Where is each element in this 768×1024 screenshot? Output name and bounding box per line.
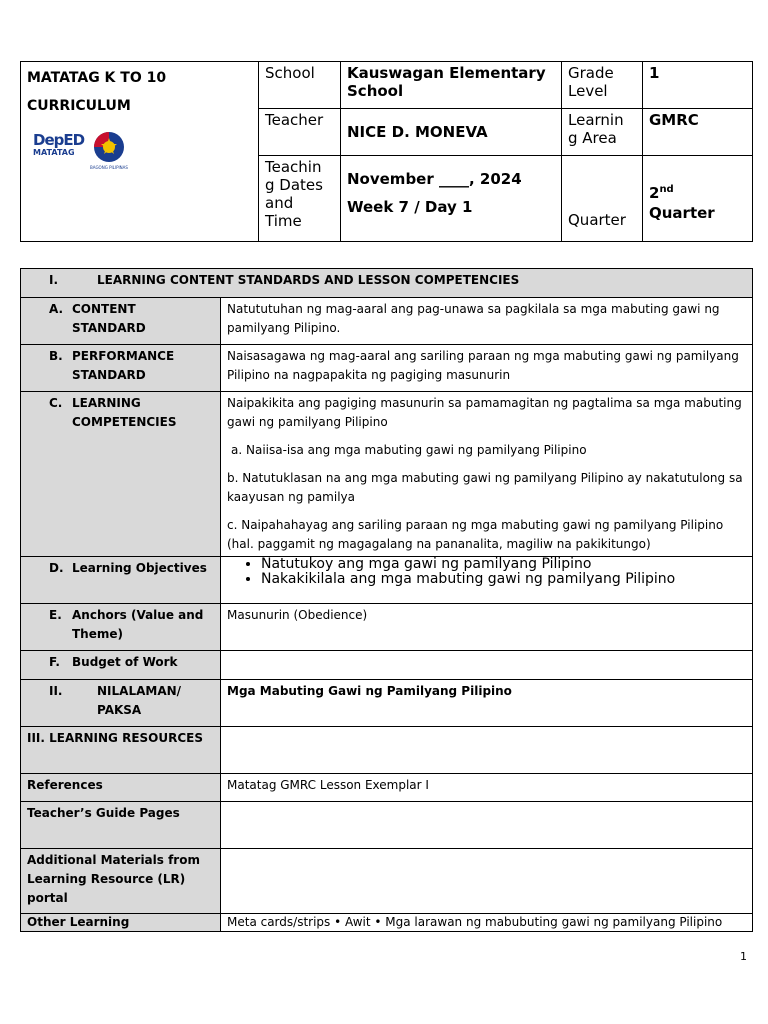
references-label: References [21,774,221,802]
table-row [21,802,753,849]
learning-competencies-cell [221,392,753,557]
week-day-value: Week 7 / Day 1 [347,198,473,216]
curriculum-title-line2: CURRICULUM [27,98,131,114]
quarter-value [643,156,753,242]
row-key: C. [49,396,63,410]
lesson-table [20,268,753,932]
row-label: CONTENT STANDARD [72,302,146,335]
section2-value: Mga Mabuting Gawi ng Pamilyang Pilipino [221,680,753,727]
grade-value: 1 [643,62,753,109]
grade-label: Grade Level [562,62,643,109]
row-label: Learning Objectives [72,561,207,575]
budget-of-work-label [21,651,221,680]
table-row [21,604,753,651]
table-row [21,557,753,604]
table-row [21,298,753,345]
section1-title-cell [21,269,753,298]
table-row [21,345,753,392]
table-row [21,849,753,914]
school-label: School [259,62,341,109]
quarter-suffix: nd [659,184,674,195]
row-key: A. [49,302,64,316]
table-row [21,651,753,680]
performance-standard-label [21,345,221,392]
competency-main: Naipakikita ang pagiging masunurin sa pamamagitan ng pagtalima sa mga mabuting gawi ng pamilyang Pilipino [227,396,742,429]
page-number: 1 [740,950,747,963]
other-learning-label: Other Learning [21,914,221,932]
table-row [21,392,753,557]
content-standard-label [21,298,221,345]
teaching-dates-value: November ____, 2024 [347,170,522,188]
teachers-guide-label: Teacher’s Guide Pages [21,802,221,849]
curriculum-title-line1: MATATAG K TO 10 [27,70,167,86]
competency-c: c. Naipahahayag ang sariling paraan ng mga mabuting gawi ng pamilyang Pilipino (hal. paggamit ng magagalang na pananalita, magiliw na pakikitungo) [227,518,724,551]
teaching-dates-cell [341,156,562,242]
deped-logo-text: DepED [33,131,85,149]
logos [27,128,252,172]
teaching-dates-label: Teachin g Dates and Time [259,156,341,242]
competency-b: b. Natutuklasan na ang mga mabuting gawi ng pamilyang Pilipino ay nakatutulong sa kaayusan ng pamilya [227,471,743,504]
learning-competencies-label [21,392,221,557]
row-label: Anchors (Value and Theme) [72,608,204,641]
anchors-value: Masunurin (Obedience) [221,604,753,651]
row-label: PERFORMANCE STANDARD [72,349,175,382]
school-value: Kauswagan Elementary School [341,62,562,109]
row-key: D. [49,561,64,575]
teachers-guide-value [221,802,753,849]
teacher-label: Teacher [259,109,341,156]
anchors-label [21,604,221,651]
learning-resources-value [221,727,753,774]
section1-title: LEARNING CONTENT STANDARDS AND LESSON COMPETENCIES [97,273,520,287]
section2-title: NILALAMAN/ PAKSA [97,684,182,717]
deped-logo [33,131,85,158]
row-label: Budget of Work [72,655,178,669]
matatag-logo-text: MATATAG [33,148,75,157]
quarter-label: Quarter [562,156,643,242]
table-row [21,914,753,932]
section1-number: I. [49,273,59,287]
additional-materials-value [221,849,753,914]
row-key: B. [49,349,63,363]
bagong-pilipinas-logo [87,128,131,172]
quarter-word: Quarter [649,204,715,222]
learning-objectives-label [21,557,221,604]
bagong-pilipinas-text: BAGONG PILIPINAS [90,165,128,170]
table-row [21,774,753,802]
references-value: Matatag GMRC Lesson Exemplar I [221,774,753,802]
additional-materials-label: Additional Materials from Learning Resource (LR) portal [21,849,221,914]
learning-area-label: Learnin g Area [562,109,643,156]
budget-of-work-value [221,651,753,680]
quarter-number: 2 [649,184,660,202]
header-table [20,61,753,242]
content-standard-value: Natututuhan ng mag-aaral ang pag-unawa sa pagkilala sa mga mabuting gawi ng pamilyang Pilipino. [221,298,753,345]
teacher-value: NICE D. MONEVA [341,109,562,156]
list-item: • Nakakikilala ang mga mabuting gawi ng pamilyang Pilipino [261,572,746,587]
table-row [21,680,753,727]
table-row [21,727,753,774]
learning-area-value: GMRC [643,109,753,156]
performance-standard-value: Naisasagawa ng mag-aaral ang sariling paraan ng mga mabuting gawi ng pamilyang Pilipino na nagpapakita ng pagiging masunurin [221,345,753,392]
learning-objectives-cell [221,557,753,604]
list-item: • Natutukoy ang mga gawi ng pamilyang Pilipino [261,557,746,572]
section2-number: II. [49,684,63,698]
objectives-list [227,557,746,587]
row-key: E. [49,608,62,622]
other-learning-value: Meta cards/strips • Awit • Mga larawan ng mabubuting gawi ng pamilyang Pilipino [221,914,753,932]
section1-header [21,269,753,298]
learning-resources-label: III. LEARNING RESOURCES [21,727,221,774]
competency-a: a. Naiisa-isa ang mga mabuting gawi ng pamilyang Pilipino [231,443,587,457]
row-key: F. [49,655,60,669]
section2-label [21,680,221,727]
curriculum-cell [21,62,259,242]
row-label: LEARNING COMPETENCIES [72,396,177,429]
